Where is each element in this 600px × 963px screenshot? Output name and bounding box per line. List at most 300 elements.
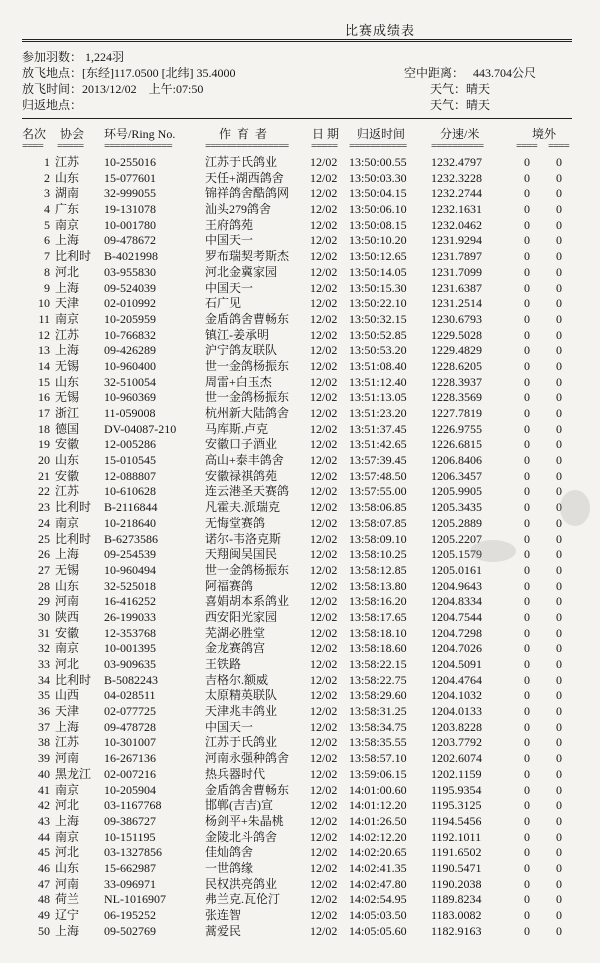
outside-1-cell: 0 xyxy=(524,280,530,295)
ring-number-cell: 26-199033 xyxy=(104,609,156,624)
release-location-value: [东经]117.0500 [北纬] 35.4000 xyxy=(82,66,236,80)
date-cell: 12/02 xyxy=(310,437,338,452)
date-cell: 12/02 xyxy=(310,860,338,875)
return-time-cell: 13:50:52.85 xyxy=(349,327,407,342)
speed-cell: 1205.2207 xyxy=(431,531,482,546)
return-time-cell: 13:50:32.15 xyxy=(349,311,407,326)
ring-number-cell: 10-301007 xyxy=(104,735,156,750)
outside-2-cell: 0 xyxy=(556,813,562,828)
breeder-cell: 弗兰克.瓦伦汀 xyxy=(205,892,281,907)
outside-1-cell: 0 xyxy=(524,704,530,719)
ring-number-cell: 15-010545 xyxy=(104,453,156,468)
outside-2-cell: 0 xyxy=(556,594,562,609)
outside-1-cell: 0 xyxy=(524,672,530,687)
speed-cell: 1226.9755 xyxy=(431,421,482,436)
outside-1-cell: 0 xyxy=(524,735,530,750)
outside-1-cell: 0 xyxy=(524,562,530,577)
association-cell: 山东 xyxy=(55,578,80,593)
breeder-cell: 凡霍夫.派瑞克 xyxy=(205,500,281,515)
ring-number-cell: 10-205904 xyxy=(104,782,156,797)
ring-number-cell: 09-502769 xyxy=(104,923,156,938)
date-cell: 12/02 xyxy=(310,358,338,373)
return-time-cell: 14:02:47.80 xyxy=(349,876,407,891)
date-cell: 12/02 xyxy=(310,892,338,907)
outside-2-cell: 0 xyxy=(556,468,562,483)
outside-2-cell: 0 xyxy=(556,217,562,232)
rank-cell: 17 xyxy=(38,406,50,420)
association-cell: 江苏 xyxy=(55,327,80,342)
breeder-cell: 邯郸(吉吉)宣 xyxy=(205,798,273,813)
outside-2-cell: 0 xyxy=(556,704,562,719)
ring-number-cell: 10-960494 xyxy=(104,562,156,577)
ring-number-cell: 10-218640 xyxy=(104,515,156,530)
speed-cell: 1183.0082 xyxy=(431,908,482,922)
date-cell: 12/02 xyxy=(310,217,338,232)
ring-number-cell: B-5082243 xyxy=(104,672,158,687)
date-cell: 12/02 xyxy=(310,908,338,922)
date-cell: 12/02 xyxy=(310,688,338,703)
association-cell: 无锡 xyxy=(55,358,80,373)
breeder-cell: 阿福赛鸽 xyxy=(205,578,254,593)
association-cell: 比利时 xyxy=(55,672,92,687)
date-cell: 12/02 xyxy=(310,453,338,468)
association-cell: 上海 xyxy=(55,813,80,828)
ring-number-cell: 02-010992 xyxy=(104,296,156,311)
outside-1-cell: 0 xyxy=(524,923,530,938)
outside-1-cell: 0 xyxy=(524,829,530,844)
outside-1-cell: 0 xyxy=(524,719,530,734)
date-cell: 12/02 xyxy=(310,813,338,828)
speed-cell: 1194.5456 xyxy=(431,813,482,828)
speed-cell: 1227.7819 xyxy=(431,406,482,420)
outside-2-cell: 0 xyxy=(556,249,562,264)
outside-1-cell: 0 xyxy=(524,343,530,358)
outside-1-cell: 0 xyxy=(524,515,530,530)
breeder-cell: 河北金冀家园 xyxy=(205,264,278,279)
table-row xyxy=(0,735,600,751)
entry-count: 参加羽数： 1,224羽 xyxy=(22,50,125,64)
speed-cell: 1191.6502 xyxy=(431,845,482,860)
date-cell: 12/02 xyxy=(310,202,338,217)
return-location: 归返地点： xyxy=(22,98,83,112)
rank-cell: 41 xyxy=(38,782,50,797)
date-cell: 12/02 xyxy=(310,186,338,201)
return-time-cell: 13:58:29.60 xyxy=(349,688,407,703)
speed-cell: 1226.6815 xyxy=(431,437,482,452)
table-row xyxy=(0,265,600,281)
return-time-cell: 13:51:37.45 xyxy=(349,421,407,436)
breeder-cell: 世一金鸽杨振东 xyxy=(205,358,290,373)
return-time-cell: 13:50:12.65 xyxy=(349,249,407,264)
col-breeder: 作 育 者 xyxy=(219,127,268,141)
association-cell: 南京 xyxy=(55,829,80,844)
ring-number-cell: 10-610628 xyxy=(104,484,156,499)
outside-2-cell: 0 xyxy=(556,547,562,562)
dash-outside-1: ==== xyxy=(516,140,537,152)
rank-cell: 23 xyxy=(38,500,50,515)
outside-1-cell: 0 xyxy=(524,625,530,640)
outside-1-cell: 0 xyxy=(524,202,530,217)
speed-cell: 1190.2038 xyxy=(431,876,482,891)
outside-1-cell: 0 xyxy=(524,641,530,656)
outside-2-cell: 0 xyxy=(556,484,562,499)
outside-2-cell: 0 xyxy=(556,421,562,436)
breeder-cell: 张连智 xyxy=(205,908,242,922)
association-cell: 江苏 xyxy=(55,484,80,499)
outside-2-cell: 0 xyxy=(556,688,562,703)
outside-1-cell: 0 xyxy=(524,766,530,781)
association-cell: 浙江 xyxy=(55,406,80,420)
outside-2-cell: 0 xyxy=(556,625,562,640)
date-cell: 12/02 xyxy=(310,751,338,766)
date-cell: 12/02 xyxy=(310,625,338,640)
outside-1-cell: 0 xyxy=(524,908,530,922)
speed-cell: 1229.4829 xyxy=(431,343,482,358)
return-time-cell: 14:02:12.20 xyxy=(349,829,407,844)
ring-number-cell: 19-131078 xyxy=(104,202,156,217)
outside-2-cell: 0 xyxy=(556,406,562,420)
breeder-cell: 吉格尔.额威 xyxy=(205,672,269,687)
breeder-cell: 王府鸽苑 xyxy=(205,217,254,232)
return-time-cell: 13:58:16.20 xyxy=(349,594,407,609)
return-time-cell: 13:57:48.50 xyxy=(349,468,407,483)
association-cell: 河南 xyxy=(55,751,80,766)
breeder-cell: 天翔闽吴国民 xyxy=(205,547,278,562)
dash-ring: ============= xyxy=(104,140,172,152)
breeder-cell: 西安阳光家园 xyxy=(205,609,278,624)
date-cell: 12/02 xyxy=(310,735,338,750)
association-cell: 河北 xyxy=(55,657,80,671)
outside-1-cell: 0 xyxy=(524,798,530,813)
rank-cell: 11 xyxy=(38,311,50,326)
association-cell: 山西 xyxy=(55,688,80,703)
rank-cell: 50 xyxy=(38,923,50,938)
rank-cell: 40 xyxy=(38,766,50,781)
return-time-cell: 13:58:22.75 xyxy=(349,672,407,687)
return-time-cell: 14:02:41.35 xyxy=(349,860,407,875)
table-row xyxy=(0,233,600,249)
date-cell: 12/02 xyxy=(310,766,338,781)
table-row xyxy=(0,767,600,783)
breeder-cell: 中国天一 xyxy=(205,719,254,734)
speed-cell: 1182.9163 xyxy=(431,923,482,938)
breeder-cell: 杭州新大陆鸽舍 xyxy=(205,406,290,420)
return-time-cell: 13:58:10.25 xyxy=(349,547,407,562)
date-cell: 12/02 xyxy=(310,311,338,326)
breeder-cell: 民权洪亮鸽业 xyxy=(205,876,278,891)
association-cell: 无锡 xyxy=(55,562,80,577)
date-cell: 12/02 xyxy=(310,594,338,609)
outside-2-cell: 0 xyxy=(556,829,562,844)
outside-1-cell: 0 xyxy=(524,892,530,907)
outside-2-cell: 0 xyxy=(556,280,562,295)
table-row xyxy=(0,437,600,453)
rank-cell: 13 xyxy=(38,343,50,358)
breeder-cell: 安徽口子酒业 xyxy=(205,437,278,452)
association-cell: 上海 xyxy=(55,233,80,248)
speed-cell: 1205.0161 xyxy=(431,562,482,577)
table-row xyxy=(0,594,600,610)
table-row xyxy=(0,155,600,171)
outside-1-cell: 0 xyxy=(524,468,530,483)
outside-2-cell: 0 xyxy=(556,296,562,311)
speed-cell: 1231.6387 xyxy=(431,280,482,295)
rank-cell: 46 xyxy=(38,860,50,875)
table-row xyxy=(0,312,600,328)
date-cell: 12/02 xyxy=(310,421,338,436)
outside-1-cell: 0 xyxy=(524,264,530,279)
return-time-cell: 13:58:34.75 xyxy=(349,719,407,734)
date-cell: 12/02 xyxy=(310,923,338,938)
outside-2-cell: 0 xyxy=(556,657,562,671)
breeder-cell: 金盾鸽舍曹畅东 xyxy=(205,311,290,326)
outside-2-cell: 0 xyxy=(556,531,562,546)
rank-cell: 21 xyxy=(38,468,50,483)
outside-1-cell: 0 xyxy=(524,311,530,326)
table-row xyxy=(0,704,600,720)
speed-cell: 1204.8334 xyxy=(431,594,482,609)
breeder-cell: 石广见 xyxy=(205,296,242,311)
ring-number-cell: 11-059008 xyxy=(104,406,156,420)
outside-2-cell: 0 xyxy=(556,515,562,530)
dash-outside-2: ==== xyxy=(548,140,569,152)
breeder-cell: 马库斯.卢克 xyxy=(205,421,269,436)
outside-1-cell: 0 xyxy=(524,406,530,420)
outside-1-cell: 0 xyxy=(524,374,530,389)
date-cell: 12/02 xyxy=(310,672,338,687)
association-cell: 辽宁 xyxy=(55,908,80,922)
speed-cell: 1204.4764 xyxy=(431,672,482,687)
breeder-cell: 太原精英联队 xyxy=(205,688,278,703)
table-row xyxy=(0,626,600,642)
speed-cell: 1192.1011 xyxy=(431,829,482,844)
outside-2-cell: 0 xyxy=(556,876,562,891)
breeder-cell: 汕头279鸽舍 xyxy=(205,202,272,217)
rank-cell: 1 xyxy=(44,155,50,169)
rank-cell: 34 xyxy=(38,672,50,687)
outside-2-cell: 0 xyxy=(556,860,562,875)
table-row xyxy=(0,688,600,704)
ring-number-cell: 04-028511 xyxy=(104,688,156,703)
ring-number-cell: 12-353768 xyxy=(104,625,156,640)
rank-cell: 18 xyxy=(38,421,50,436)
date-cell: 12/02 xyxy=(310,327,338,342)
association-cell: 安徽 xyxy=(55,437,80,452)
speed-cell: 1202.1159 xyxy=(431,766,482,781)
date-cell: 12/02 xyxy=(310,500,338,515)
rank-cell: 27 xyxy=(38,562,50,577)
association-cell: 山东 xyxy=(55,453,80,468)
rank-cell: 4 xyxy=(44,202,50,217)
speed-cell: 1204.7544 xyxy=(431,609,482,624)
outside-1-cell: 0 xyxy=(524,876,530,891)
outside-1-cell: 0 xyxy=(524,233,530,248)
speed-cell: 1204.9643 xyxy=(431,578,482,593)
outside-2-cell: 0 xyxy=(556,311,562,326)
date-cell: 12/02 xyxy=(310,876,338,891)
outside-2-cell: 0 xyxy=(556,343,562,358)
speed-cell: 1231.2514 xyxy=(431,296,482,311)
association-cell: 上海 xyxy=(55,719,80,734)
rank-cell: 35 xyxy=(38,688,50,703)
return-time-cell: 13:50:08.15 xyxy=(349,217,407,232)
date-cell: 12/02 xyxy=(310,233,338,248)
outside-2-cell: 0 xyxy=(556,358,562,373)
association-cell: 山东 xyxy=(55,374,80,389)
speed-cell: 1231.9294 xyxy=(431,233,482,248)
outside-1-cell: 0 xyxy=(524,578,530,593)
dash-time: =========== xyxy=(349,140,407,152)
return-time-cell: 13:58:31.25 xyxy=(349,704,407,719)
date-cell: 12/02 xyxy=(310,578,338,593)
ring-number-cell: 06-195252 xyxy=(104,908,156,922)
outside-1-cell: 0 xyxy=(524,296,530,311)
association-cell: 河北 xyxy=(55,264,80,279)
outside-2-cell: 0 xyxy=(556,719,562,734)
association-cell: 山东 xyxy=(55,170,80,185)
outside-1-cell: 0 xyxy=(524,358,530,373)
date-cell: 12/02 xyxy=(310,264,338,279)
breeder-cell: 一世鸽缘 xyxy=(205,860,254,875)
speed-cell: 1190.5471 xyxy=(431,860,482,875)
table-row xyxy=(0,453,600,469)
breeder-cell: 江苏于氏鸽业 xyxy=(205,155,278,169)
date-cell: 12/02 xyxy=(310,468,338,483)
table-row xyxy=(0,798,600,814)
speed-cell: 1232.1631 xyxy=(431,202,482,217)
return-time-cell: 13:59:06.15 xyxy=(349,766,407,781)
return-time-cell: 13:58:22.15 xyxy=(349,657,407,671)
outside-2-cell: 0 xyxy=(556,170,562,185)
association-cell: 安徽 xyxy=(55,468,80,483)
table-row xyxy=(0,579,600,595)
ring-number-cell: 10-151195 xyxy=(104,829,156,844)
table-row xyxy=(0,845,600,861)
date-cell: 12/02 xyxy=(310,719,338,734)
return-time-cell: 13:58:13.80 xyxy=(349,578,407,593)
association-cell: 江苏 xyxy=(55,155,80,169)
breeder-cell: 江苏于氏鸽业 xyxy=(205,735,278,750)
dash-rank: ==== xyxy=(22,140,43,152)
association-cell: 德国 xyxy=(55,421,80,436)
association-cell: 湖南 xyxy=(55,186,80,201)
rank-cell: 7 xyxy=(44,249,50,264)
breeder-cell: 天津兆丰鸽业 xyxy=(205,704,278,719)
date-cell: 12/02 xyxy=(310,782,338,797)
rank-cell: 48 xyxy=(38,892,50,907)
release-location xyxy=(22,64,236,81)
date-cell: 12/02 xyxy=(310,170,338,185)
speed-cell: 1232.4797 xyxy=(431,155,482,169)
speed-cell: 1204.7026 xyxy=(431,641,482,656)
return-time-cell: 13:51:23.20 xyxy=(349,406,407,420)
date-cell: 12/02 xyxy=(310,296,338,311)
outside-2-cell: 0 xyxy=(556,186,562,201)
association-cell: 上海 xyxy=(55,280,80,295)
rank-cell: 49 xyxy=(38,908,50,922)
speed-cell: 1202.6074 xyxy=(431,751,482,766)
speed-cell: 1205.2889 xyxy=(431,515,482,530)
outside-1-cell: 0 xyxy=(524,170,530,185)
speed-cell: 1232.0462 xyxy=(431,217,482,232)
association-cell: 南京 xyxy=(55,641,80,656)
return-time-cell: 13:50:53.20 xyxy=(349,343,407,358)
outside-1-cell: 0 xyxy=(524,421,530,436)
outside-2-cell: 0 xyxy=(556,562,562,577)
speed-cell: 1232.2744 xyxy=(431,186,482,201)
table-row xyxy=(0,657,600,673)
breeder-cell: 连云港圣天赛鸽 xyxy=(205,484,290,499)
outside-1-cell: 0 xyxy=(524,327,530,342)
date-cell: 12/02 xyxy=(310,390,338,405)
speed-cell: 1204.7298 xyxy=(431,625,482,640)
ring-number-cell: 10-766832 xyxy=(104,327,156,342)
table-row xyxy=(0,610,600,626)
return-time-cell: 13:50:00.55 xyxy=(349,155,407,169)
col-ring: 环号/Ring No. xyxy=(104,127,176,141)
ring-number-cell: 12-005286 xyxy=(104,437,156,452)
rank-cell: 30 xyxy=(38,609,50,624)
breeder-cell: 佳灿鸽舍 xyxy=(205,845,254,860)
release-location-label: 放飞地点： xyxy=(22,66,83,80)
table-row xyxy=(0,516,600,532)
col-rank: 名次 xyxy=(22,127,47,141)
return-time-cell: 14:01:26.50 xyxy=(349,813,407,828)
table-row xyxy=(0,484,600,500)
rank-cell: 2 xyxy=(44,170,50,185)
ring-number-cell: B-6273586 xyxy=(104,531,158,546)
return-time-cell: 13:58:12.85 xyxy=(349,562,407,577)
association-cell: 河北 xyxy=(55,845,80,860)
col-speed: 分速/米 xyxy=(440,127,480,141)
table-row xyxy=(0,422,600,438)
table-row xyxy=(0,390,600,406)
table-row xyxy=(0,908,600,924)
breeder-cell: 金龙赛鸽宫 xyxy=(205,641,266,656)
outside-2-cell: 0 xyxy=(556,327,562,342)
divider xyxy=(22,39,572,42)
outside-2-cell: 0 xyxy=(556,641,562,656)
association-cell: 河南 xyxy=(55,594,80,609)
association-cell: 南京 xyxy=(55,311,80,326)
speed-cell: 1205.3435 xyxy=(431,500,482,515)
speed-cell: 1204.5091 xyxy=(431,657,482,671)
outside-2-cell: 0 xyxy=(556,609,562,624)
date-cell: 12/02 xyxy=(310,280,338,295)
ring-number-cell: 03-1167768 xyxy=(104,798,162,813)
outside-2-cell: 0 xyxy=(556,766,562,781)
outside-2-cell: 0 xyxy=(556,908,562,922)
speed-cell: 1230.6793 xyxy=(431,311,482,326)
outside-1-cell: 0 xyxy=(524,609,530,624)
table-row xyxy=(0,877,600,893)
paper-stain xyxy=(470,540,516,562)
rank-cell: 42 xyxy=(38,798,50,813)
weather-release: 天气：晴天 xyxy=(430,82,491,96)
ring-number-cell: 10-001395 xyxy=(104,641,156,656)
ring-number-cell: 03-909635 xyxy=(104,657,156,671)
ring-number-cell: B-2116844 xyxy=(104,500,158,515)
ring-number-cell: 09-386727 xyxy=(104,813,156,828)
table-row xyxy=(0,751,600,767)
date-cell: 12/02 xyxy=(310,531,338,546)
outside-1-cell: 0 xyxy=(524,813,530,828)
date-cell: 12/02 xyxy=(310,515,338,530)
association-cell: 陕西 xyxy=(55,609,80,624)
breeder-cell: 安徽禄祺鸽苑 xyxy=(205,468,278,483)
outside-1-cell: 0 xyxy=(524,594,530,609)
ring-number-cell: 10-960400 xyxy=(104,358,156,373)
